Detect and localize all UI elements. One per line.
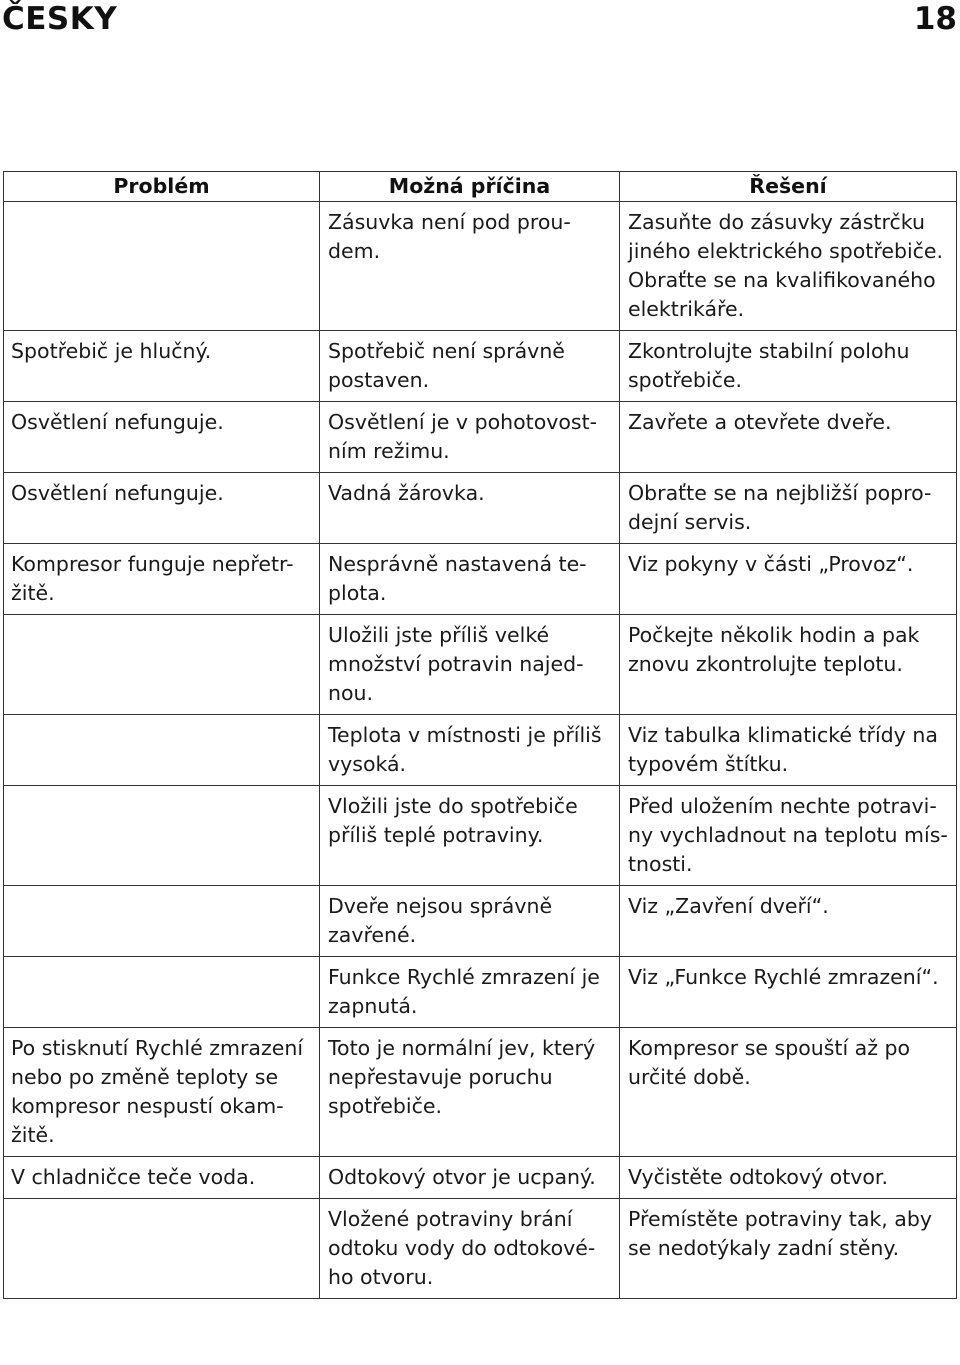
- table-row: [4, 402, 957, 473]
- solution-cell: Zkontrolujte stabilní polohu spotřebiče.: [620, 331, 957, 402]
- solution-cell: Obraťte se na nejbližší popro- dejní servis.: [620, 473, 957, 544]
- problem-cell: Po stisknutí Rychlé zmrazení nebo po změně teploty se kompresor nespustí okam- žitě.: [4, 1028, 320, 1157]
- problem-cell: Osvětlení nefunguje.: [4, 402, 320, 473]
- problem-cell: [4, 957, 320, 1028]
- cause-cell: Spotřebič není správně postaven.: [320, 331, 620, 402]
- header-problem: Problém: [4, 172, 320, 202]
- table-row: [4, 715, 957, 786]
- problem-cell: V chladničce teče voda.: [4, 1157, 320, 1199]
- solution-cell: Vyčistěte odtokový otvor.: [620, 1157, 957, 1199]
- solution-cell: Před uložením nechte potravi- ny vychladnout na teplotu mís- tnosti.: [620, 786, 957, 886]
- solution-cell: Viz „Zavření dveří“.: [620, 886, 957, 957]
- solution-cell: Viz pokyny v části „Provoz“.: [620, 544, 957, 615]
- solution-cell: Zasuňte do zásuvky zástrčku jiného elektrického spotřebiče. Obraťte se na kvalifikovaného elektrikáře.: [620, 202, 957, 331]
- problem-cell: [4, 715, 320, 786]
- header-solution: Řešení: [620, 172, 957, 202]
- solution-cell: Kompresor se spouští až po určité době.: [620, 1028, 957, 1157]
- cause-cell: Uložili jste příliš velké množství potravin najed- nou.: [320, 615, 620, 715]
- table-row: [4, 331, 957, 402]
- page-header: [0, 0, 960, 60]
- solution-cell: Viz tabulka klimatické třídy na typovém štítku.: [620, 715, 957, 786]
- problem-cell: Spotřebič je hlučný.: [4, 331, 320, 402]
- cause-cell: Dveře nejsou správně zavřené.: [320, 886, 620, 957]
- cause-cell: Osvětlení je v pohotovost- ním režimu.: [320, 402, 620, 473]
- cause-cell: Zásuvka není pod prou- dem.: [320, 202, 620, 331]
- cause-cell: Vložili jste do spotřebiče příliš teplé potraviny.: [320, 786, 620, 886]
- problem-cell: [4, 1199, 320, 1299]
- table-header-row: [4, 172, 957, 202]
- language-label: ČESKY: [2, 1, 118, 37]
- table-row: [4, 1157, 957, 1199]
- table-row: [4, 886, 957, 957]
- cause-cell: Nesprávně nastavená te- plota.: [320, 544, 620, 615]
- table-row: [4, 1028, 957, 1157]
- cause-cell: Odtokový otvor je ucpaný.: [320, 1157, 620, 1199]
- problem-cell: Kompresor funguje nepřetr- žitě.: [4, 544, 320, 615]
- solution-cell: Počkejte několik hodin a pak znovu zkontrolujte teplotu.: [620, 615, 957, 715]
- table-row: [4, 473, 957, 544]
- table-row: [4, 202, 957, 331]
- cause-cell: Toto je normální jev, který nepřestavuje poruchu spotřebiče.: [320, 1028, 620, 1157]
- cause-cell: Vložené potraviny brání odtoku vody do odtokové- ho otvoru.: [320, 1199, 620, 1299]
- problem-cell: Osvětlení nefunguje.: [4, 473, 320, 544]
- cause-cell: Vadná žárovka.: [320, 473, 620, 544]
- table-row: [4, 786, 957, 886]
- header-cause: Možná příčina: [320, 172, 620, 202]
- problem-cell: [4, 615, 320, 715]
- solution-cell: Viz „Funkce Rychlé zmrazení“.: [620, 957, 957, 1028]
- table-row: [4, 957, 957, 1028]
- problem-cell: [4, 886, 320, 957]
- page-number: 18: [913, 1, 957, 37]
- problem-cell: [4, 202, 320, 331]
- problem-cell: [4, 786, 320, 886]
- troubleshooting-table: [3, 171, 957, 1299]
- table-row: [4, 1199, 957, 1299]
- cause-cell: Funkce Rychlé zmrazení je zapnutá.: [320, 957, 620, 1028]
- cause-cell: Teplota v místnosti je příliš vysoká.: [320, 715, 620, 786]
- table-row: [4, 615, 957, 715]
- solution-cell: Přemístěte potraviny tak, aby se nedotýkaly zadní stěny.: [620, 1199, 957, 1299]
- table-row: [4, 544, 957, 615]
- solution-cell: Zavřete a otevřete dveře.: [620, 402, 957, 473]
